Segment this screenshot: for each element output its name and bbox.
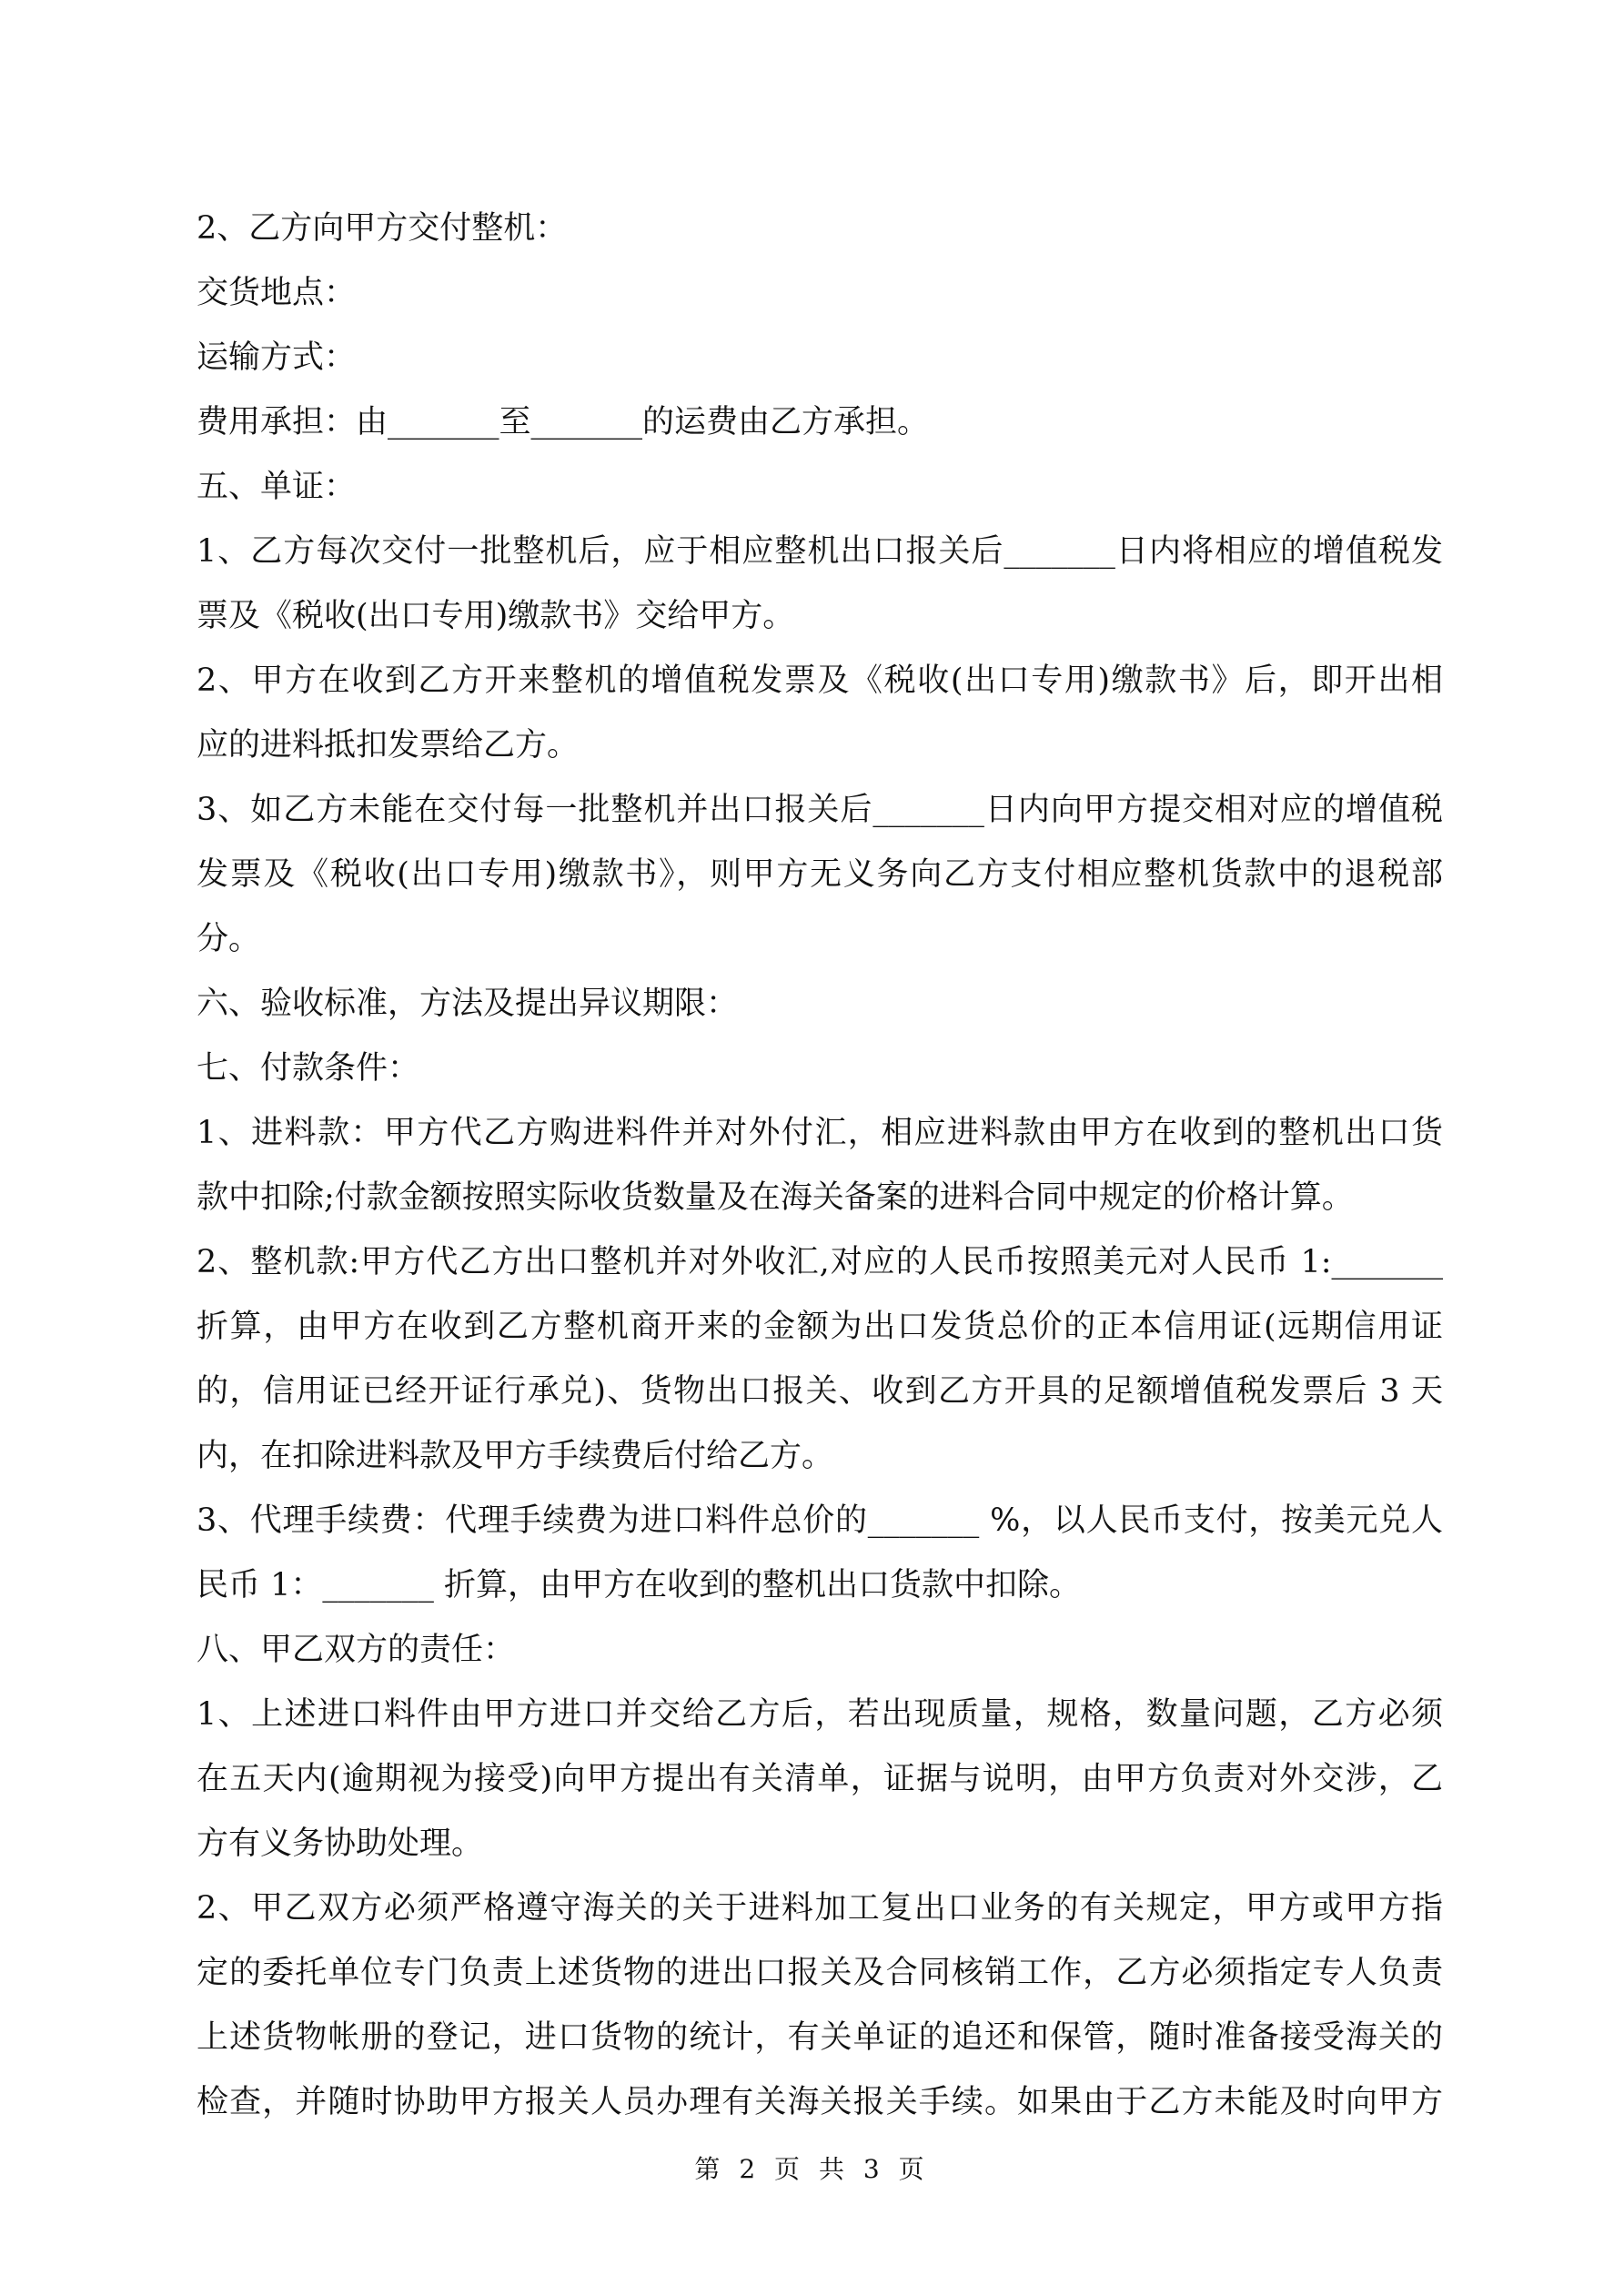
text-line: 费用承担：由_______至_______的运费由乙方承担。 [197,404,930,440]
text-line: 2、整机款:甲方代乙方出口整机并对外收汇,对应的人民币按照美元对人民币 1:_______ [197,1244,1443,1280]
text-line: 票及《税收(出口专用)缴款书》交给甲方。 [197,598,795,634]
text-line: 应的进料抵扣发票给乙方。 [197,727,580,764]
text-line: 五、单证： [197,469,357,505]
text-line: 运输方式： [197,339,357,376]
text-line: 2、乙方向甲方交付整机： [197,210,568,247]
text-line: 2、甲方在收到乙方开来整机的增值税发票及《税收(出口专用)缴款书》后，即开出相 [197,663,1443,699]
text-line: 方有义务协助处理。 [197,1826,484,1862]
text-line: 定的委托单位专门负责上述货物的进出口报关及合同核销工作，乙方必须指定专人负责 [197,1955,1443,1991]
text-line: 上述货物帐册的登记，进口货物的统计，有关单证的追还和保管，随时准备接受海关的 [197,2019,1443,2056]
text-line: 七、付款条件： [197,1050,420,1087]
text-line: 的，信用证已经开证行承兑)、货物出口报关、收到乙方开具的足额增值税发票后 3 天 [197,1373,1443,1410]
text-line: 1、上述进口料件由甲方进口并交给乙方后，若出现质量，规格，数量问题，乙方必须 [197,1696,1443,1733]
document-body [197,197,1443,2135]
text-line: 在五天内(逾期视为接受)向甲方提出有关清单，证据与说明，由甲方负责对外交涉，乙 [197,1761,1443,1797]
text-line: 检查，并随时协助甲方报关人员办理有关海关报关手续。如果由于乙方未能及时向甲方 [197,2084,1443,2120]
text-line: 内，在扣除进料款及甲方手续费后付给乙方。 [197,1438,834,1474]
text-line: 3、如乙方未能在交付每一批整机并出口报关后_______日内向甲方提交相对应的增值税 [197,792,1443,828]
text-line: 折算，由甲方在收到乙方整机商开来的金额为出口发货总价的正本信用证(远期信用证 [197,1309,1443,1345]
text-line: 发票及《税收(出口专用)缴款书》，则甲方无义务向乙方支付相应整机货款中的退税部 [197,856,1443,893]
text-line: 2、甲乙双方必须严格遵守海关的关于进料加工复出口业务的有关规定，甲方或甲方指 [197,1890,1443,1927]
text-line: 1、乙方每次交付一批整机后，应于相应整机出口报关后_______日内将相应的增值税发 [197,533,1443,570]
text-line: 3、代理手续费：代理手续费为进口料件总价的_______ %，以人民币支付，按美元兑人 [197,1502,1443,1539]
text-line: 款中扣除;付款金额按照实际收货数量及在海关备案的进料合同中规定的价格计算。 [197,1179,1354,1216]
text-line: 民币 1：_______ 折算，由甲方在收到的整机出口货款中扣除。 [197,1567,1082,1603]
text-line: 1、进料款：甲方代乙方购进料件并对外付汇，相应进料款由甲方在收到的整机出口货 [197,1115,1443,1151]
text-line: 八、甲乙双方的责任： [197,1632,516,1668]
text-line: 交货地点： [197,275,357,311]
text-line: 分。 [197,921,261,957]
page-footer: 第 2 页 共 3 页 [694,2154,930,2184]
text-line: 六、验收标准，方法及提出异议期限： [197,986,739,1022]
